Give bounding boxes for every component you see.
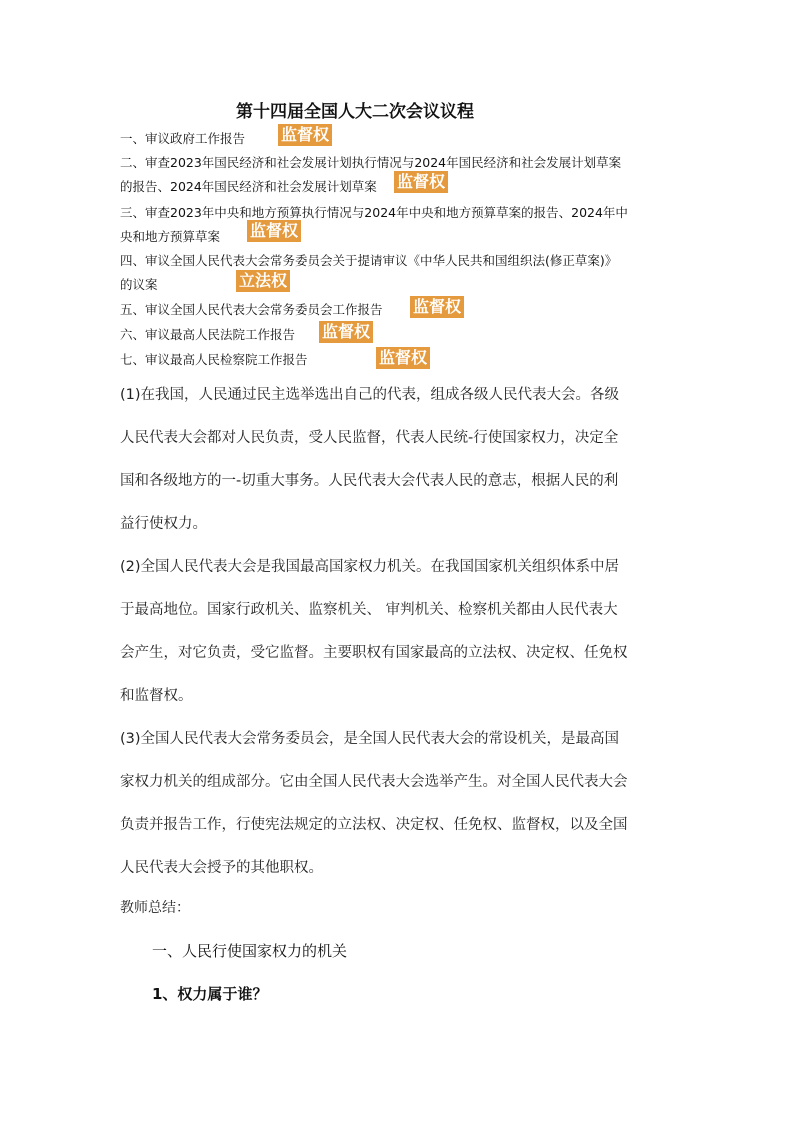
agenda-item-4-line-1: 四、审议全国人民代表大会常务委员会关于提请审议《中华人民共和国组织法(修正草案)》 [120, 253, 618, 268]
agenda-item-2-tag: 监督权 [394, 171, 448, 193]
agenda-item-2-line-1: 二、审查2023年国民经济和社会发展计划执行情况与2024年国民经济和社会发展计划草案 [120, 155, 622, 170]
section-heading: 一、人民行使国家权力的机关 [152, 942, 348, 960]
agenda-item-4-tag: 立法权 [236, 270, 290, 292]
summary-label: 教师总结： [120, 900, 190, 916]
agenda-item-7-tag: 监督权 [376, 347, 430, 369]
agenda-item-5-tag: 监督权 [410, 296, 464, 318]
agenda-item-3-line-2: 央和地方预算草案 [120, 229, 221, 244]
agenda-item-7-line-1: 七、审议最高人民检察院工作报告 [120, 352, 308, 367]
agenda-item-2-line-2: 的报告、2024年国民经济和社会发展计划草案 [120, 179, 377, 194]
agenda-item-6-tag: 监督权 [319, 321, 373, 343]
agenda-item-1-tag: 监督权 [278, 124, 332, 146]
paragraph-3-line: (3)全国人民代表大会常务委员会，是全国人民代表大会的常设机关，是最高国 [120, 731, 620, 747]
paragraph-3-line: 负责并报告工作，行使宪法规定的立法权、决定权、任免权、监督权，以及全国 [120, 817, 628, 833]
paragraph-1-line: 国和各级地方的一-切重大事务。人民代表大会代表人民的意志，根据人民的利 [120, 473, 619, 489]
paragraph-1-line: 益行使权力。 [120, 516, 207, 532]
paragraph-2-line: (2)全国人民代表大会是我国最高国家权力机关。在我国国家机关组织体系中居 [120, 559, 620, 575]
paragraph-1-line: (1)在我国，人民通过民主选举选出自己的代表，组成各级人民代表大会。各级 [120, 387, 620, 403]
paragraph-2-line: 和监督权。 [120, 688, 193, 704]
agenda-item-4-line-2: 的议案 [120, 277, 158, 292]
paragraph-3-line: 人民代表大会授予的其他职权。 [120, 860, 323, 876]
paragraph-1-line: 人民代表大会都对人民负责，受人民监督，代表人民统-行使国家权力，决定全 [120, 430, 619, 446]
agenda-item-3-tag: 监督权 [247, 220, 301, 242]
paragraph-2-line: 于最高地位。国家行政机关、监察机关、 审判机关、检察机关都由人民代表大 [120, 602, 618, 618]
agenda-item-3-line-1: 三、审查2023年中央和地方预算执行情况与2024年中央和地方预算草案的报告、2024年中 [120, 205, 628, 220]
page-title: 第十四届全国人大二次会议议程 [236, 102, 474, 122]
agenda-item-5-line-1: 五、审议全国人民代表大会常务委员会工作报告 [120, 302, 383, 317]
paragraph-2-line: 会产生，对它负责，受它监督。主要职权有国家最高的立法权、决定权、任免权 [120, 645, 628, 661]
agenda-item-6-line-1: 六、审议最高人民法院工作报告 [120, 327, 296, 342]
agenda-item-1-line-1: 一、审议政府工作报告 [120, 131, 246, 146]
paragraph-3-line: 家权力机关的组成部分。它由全国人民代表大会选举产生。对全国人民代表大会 [120, 774, 628, 790]
subsection-heading: 1、权力属于谁？ [152, 985, 268, 1003]
